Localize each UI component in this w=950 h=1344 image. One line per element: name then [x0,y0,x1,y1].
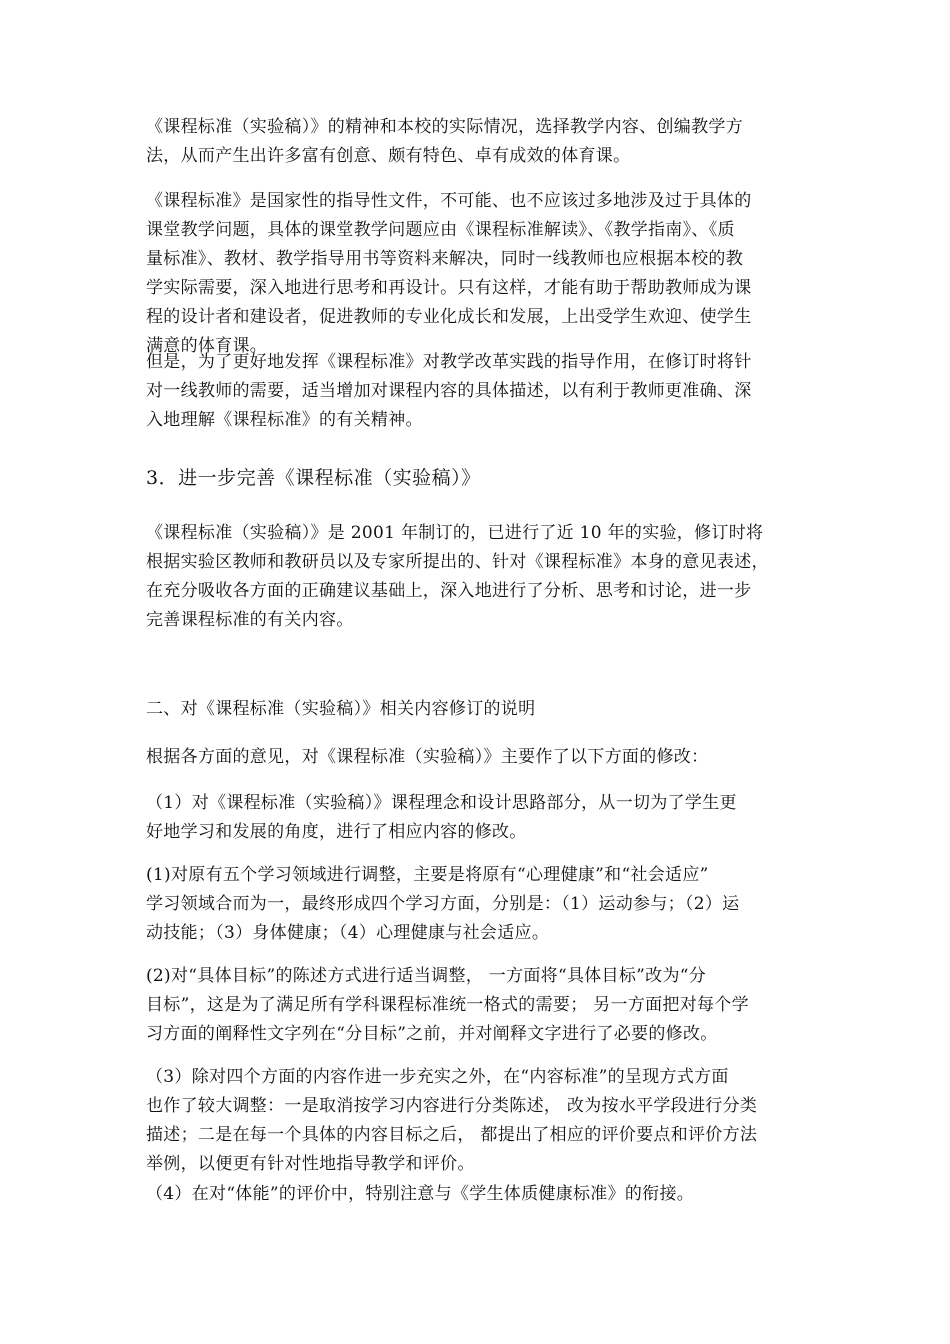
paragraph-7-line: 动技能；（3）身体健康；（4）心理健康与社会适应。 [146,923,550,943]
paragraph-8 [146,962,810,1049]
paragraph-4-line: 完善课程标准的有关内容。 [146,610,354,630]
paragraph-10 [146,1180,810,1209]
paragraph-6-line: （1）对《课程标准（实验稿）》课程理念和设计思路部分，从一切为了学生更 [146,793,737,813]
paragraph-2-line: 《课程标准》是国家性的指导性文件，不可能、也不应该过多地涉及过于具体的 [146,191,752,211]
paragraph-2-line: 课堂教学问题，具体的课堂教学问题应由《课程标准解读》、《教学指南》、《质 [146,220,735,240]
paragraph-9-line: （3）除对四个方面的内容作进一步充实之外，在“内容标准”的呈现方式方面 [146,1067,729,1087]
paragraph-7-line: (1)对原有五个学习领域进行调整，主要是将原有“心理健康”和“社会适应” [146,865,709,885]
paragraph-10-line: （4）在对“体能”的评价中，特别注意与《学生体质健康标准》的衔接。 [146,1184,695,1204]
paragraph-1-line: 法，从而产生出许多富有创意、颇有特色、卓有成效的体育课。 [146,146,631,166]
paragraph-3-line: 对一线教师的需要，适当增加对课程内容的具体描述，以有利于教师更准确、深 [146,381,752,401]
paragraph-9-line: 也作了较大调整：一是取消按学习内容进行分类陈述， 改为按水平学段进行分类 [146,1096,758,1116]
paragraph-2-line: 量标准》、教材、教学指导用书等资料来解决，同时一线教师也应根据本校的教 [146,249,743,269]
paragraph-2-line: 程的设计者和建设者，促进教师的专业化成长和发展，上出受学生欢迎、使学生 [146,307,752,327]
paragraph-7 [146,861,810,948]
paragraph-2-line: 学实际需要，深入地进行思考和再设计。只有这样，才能有助于帮助教师成为课 [146,278,752,298]
paragraph-3-line: 入地理解《课程标准》的有关精神。 [146,410,423,430]
paragraph-4-line: 《课程标准（实验稿）》是 2001 年制订的，已进行了近 10 年的实验，修订时将 [146,523,764,543]
paragraph-1 [146,113,810,171]
paragraph-8-line: (2)对“具体目标”的陈述方式进行适当调整， 一方面将“具体目标”改为“分 [146,966,707,986]
paragraph-6-line: 好地学习和发展的角度，进行了相应内容的修改。 [146,822,527,842]
paragraph-9 [146,1063,810,1179]
section-title-2: 二、对《课程标准（实验稿）》相关内容修订的说明 [146,699,536,719]
paragraph-8-line: 目标”，这是为了满足所有学科课程标准统一格式的需要； 另一方面把对每个学 [146,995,749,1015]
paragraph-3 [146,348,810,435]
paragraph-2 [146,187,810,361]
paragraph-1-line: 《课程标准（实验稿）》的精神和本校的实际情况，选择教学内容、创编教学方 [146,117,743,137]
section-heading-3: 3．进一步完善《课程标准（实验稿）》 [146,467,481,489]
paragraph-7-line: 学习领域合而为一，最终形成四个学习方面，分别是：（1）运动参与；（2）运 [146,894,740,914]
paragraph-9-line: 举例，以便更有针对性地指导教学和评价。 [146,1154,475,1174]
paragraph-4 [146,519,810,635]
paragraph-5 [146,743,810,772]
paragraph-8-line: 习方面的阐释性文字列在“分目标”之前，并对阐释文字进行了必要的修改。 [146,1024,718,1044]
paragraph-2-line: 满意的体育课。 [146,336,268,356]
paragraph-3-line: 但是，为了更好地发挥《课程标准》对教学改革实践的指导作用，在修订时将针 [146,352,752,372]
paragraph-4-line: 根据实验区教师和教研员以及专家所提出的、针对《课程标准》本身的意见表述， [146,552,769,572]
paragraph-4-line: 在充分吸收各方面的正确建议基础上，深入地进行了分析、思考和讨论，进一步 [146,581,752,601]
paragraph-6 [146,789,810,847]
paragraph-9-line: 描述；二是在每一个具体的内容目标之后， 都提出了相应的评价要点和评价方法 [146,1125,758,1145]
paragraph-5-line: 根据各方面的意见，对《课程标准（实验稿）》主要作了以下方面的修改： [146,747,709,767]
